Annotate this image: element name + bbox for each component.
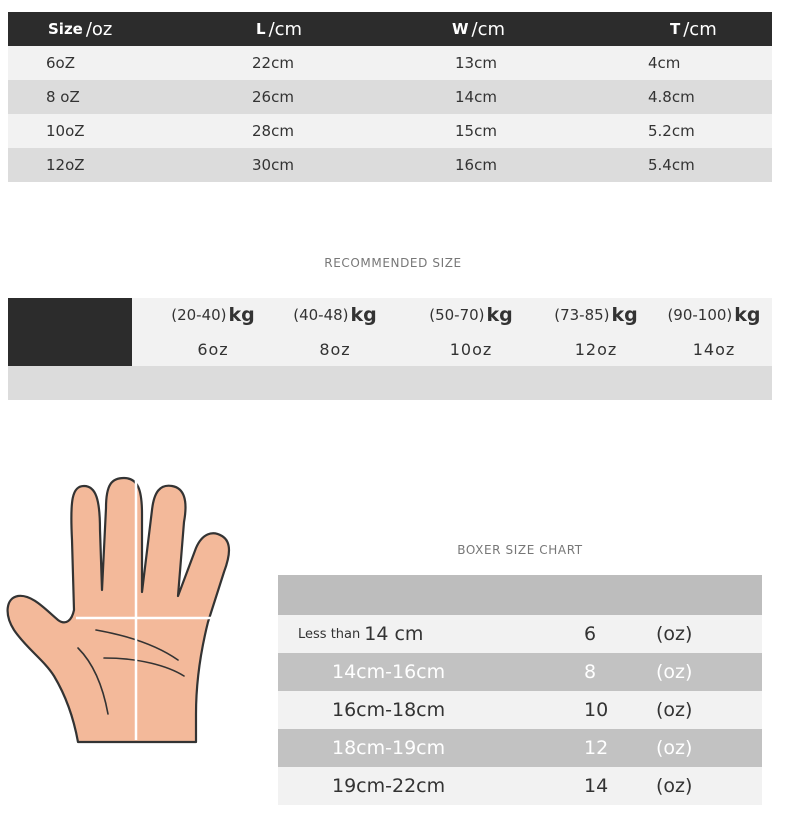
table-row: [278, 767, 762, 805]
cell-thickness: 4cm: [648, 54, 681, 72]
table-row: [278, 691, 762, 729]
range-cell: 19cm-22cm: [332, 775, 446, 797]
size-cell: 14: [584, 775, 609, 797]
size-cell: 8: [584, 661, 597, 683]
unit-cell: (oz): [656, 699, 693, 721]
header-length: L /cm: [256, 18, 303, 40]
table-row: [278, 615, 762, 653]
size-cell: 8oz: [319, 339, 351, 359]
hand-measure-icon: [0, 470, 260, 770]
cell-size: 6oZ: [46, 54, 75, 72]
cell-size: 12oZ: [46, 156, 85, 174]
size-table-header: [8, 12, 772, 46]
size-cell: 10: [584, 699, 609, 721]
weight-cell: (73-85) kg: [554, 304, 638, 326]
header-width: W /cm: [452, 18, 506, 40]
weight-cell: (50-70) kg: [429, 304, 513, 326]
cell-width: 16cm: [455, 156, 497, 174]
boxer-size-chart-title: BOXER SIZE CHART: [457, 543, 583, 557]
size-cell: 6: [584, 623, 597, 645]
size-cell: 10oz: [449, 339, 493, 359]
size-cell: 12: [584, 737, 609, 759]
weight-cell: (20-40) kg: [171, 304, 255, 326]
row-label-block: [8, 298, 132, 332]
header-size: Size /oz: [48, 18, 113, 40]
cell-length: 22cm: [252, 54, 294, 72]
weight-row: [8, 298, 772, 332]
unit-cell: (oz): [656, 661, 693, 683]
size-row: [8, 332, 772, 366]
table-row: [8, 46, 772, 80]
cell-width: 14cm: [455, 88, 497, 106]
cell-length: 30cm: [252, 156, 294, 174]
range-cell: 14cm-16cm: [332, 661, 446, 683]
cell-length: 26cm: [252, 88, 294, 106]
range-cell: Less than 14 cm: [298, 623, 424, 645]
table-row: [8, 148, 772, 182]
cell-thickness: 5.2cm: [648, 122, 695, 140]
unit-cell: (oz): [656, 775, 693, 797]
row-label-block: [8, 332, 132, 366]
weight-cell: (40-48) kg: [293, 304, 377, 326]
table-row: [8, 80, 772, 114]
table-row: [8, 114, 772, 148]
recommended-size-title: RECOMMENDED SIZE: [324, 256, 462, 270]
unit-cell: (oz): [656, 623, 693, 645]
boxer-chart-header: [278, 575, 762, 615]
empty-row: [8, 366, 772, 400]
boxer-size-chart-table: [278, 575, 762, 805]
cell-thickness: 4.8cm: [648, 88, 695, 106]
weight-cell: (90-100) kg: [667, 304, 761, 326]
size-cell: 14oz: [692, 339, 736, 359]
cell-width: 15cm: [455, 122, 497, 140]
unit-cell: (oz): [656, 737, 693, 759]
size-cell: 6oz: [197, 339, 229, 359]
cell-thickness: 5.4cm: [648, 156, 695, 174]
cell-size: 10oZ: [46, 122, 85, 140]
cell-length: 28cm: [252, 122, 294, 140]
recommended-size-table: [8, 298, 772, 400]
table-row: [278, 653, 762, 691]
cell-size: 8 oZ: [46, 88, 80, 106]
range-cell: 18cm-19cm: [332, 737, 446, 759]
header-thickness: T /cm: [670, 18, 717, 40]
table-row: [278, 729, 762, 767]
range-cell: 16cm-18cm: [332, 699, 446, 721]
size-cell: 12oz: [574, 339, 618, 359]
cell-width: 13cm: [455, 54, 497, 72]
size-dimensions-table: [8, 12, 772, 182]
